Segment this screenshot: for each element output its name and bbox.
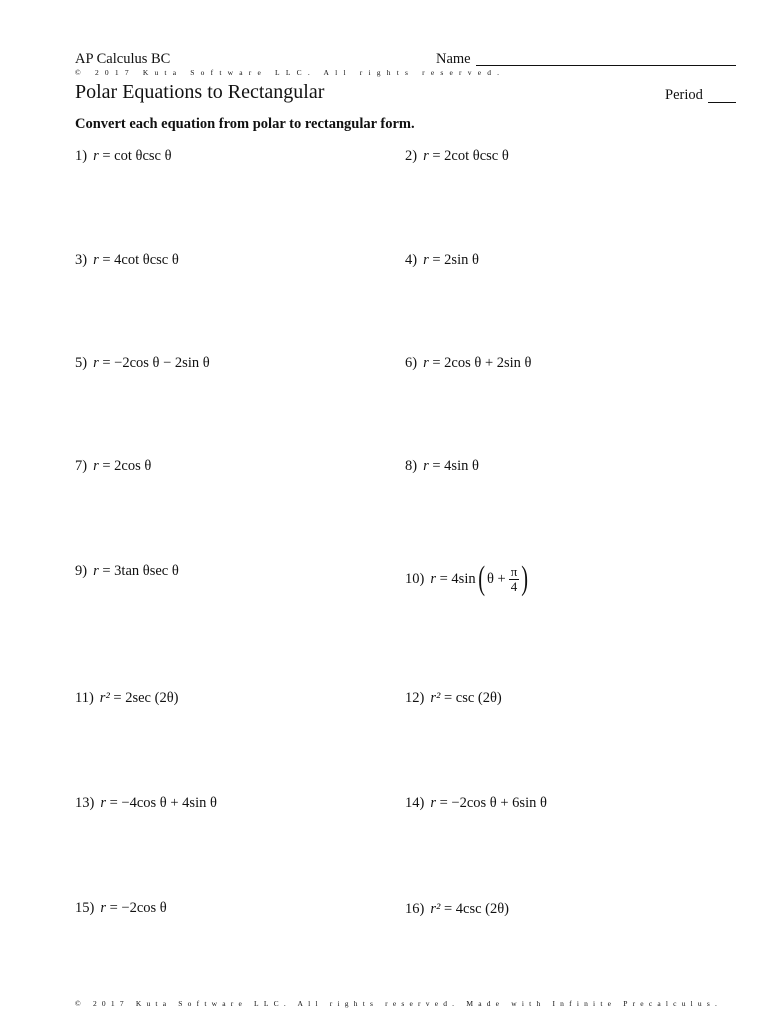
instructions: Convert each equation from polar to rectangular form. xyxy=(75,116,415,132)
problem-number: 13) xyxy=(75,795,95,811)
problem-7 xyxy=(75,458,151,475)
problem-11 xyxy=(75,690,178,707)
problem-rhs: = cot θcsc θ xyxy=(102,148,172,164)
problem-lhs: r xyxy=(93,563,99,579)
course-name: AP Calculus BC xyxy=(75,51,171,67)
problem-rhs: = −2cos θ xyxy=(109,900,167,916)
problem-9 xyxy=(75,563,179,580)
problem-rhs: = −2cos θ − 2sin θ xyxy=(102,355,210,371)
problem-number: 11) xyxy=(75,690,94,706)
problem-16 xyxy=(405,901,509,918)
problem-13 xyxy=(75,795,217,812)
problem-lhs: r² xyxy=(430,690,441,706)
problem-rhs: = −4cos θ + 4sin θ xyxy=(109,795,217,811)
problem-lhs: r xyxy=(100,795,106,811)
problem-lhs: r xyxy=(430,570,436,587)
problem-number: 8) xyxy=(405,458,418,474)
problem-14 xyxy=(405,795,547,812)
problem-number: 15) xyxy=(75,900,95,916)
close-paren: ) xyxy=(521,560,529,597)
fraction xyxy=(509,565,520,594)
problem-number: 7) xyxy=(75,458,88,474)
problem-2 xyxy=(405,148,509,165)
problem-lhs: r² xyxy=(99,690,110,706)
copyright-header: © 2017 Kuta Software LLC. All rights reserved. xyxy=(75,68,506,77)
problem-15 xyxy=(75,900,167,917)
fraction-numerator: π xyxy=(510,563,518,579)
problem-number: 6) xyxy=(405,355,418,371)
problem-rhs: = 4cot θcsc θ xyxy=(102,252,179,268)
copyright-footer: © 2017 Kuta Software LLC. All rights reserved. Made with Infinite Precalculus. xyxy=(75,999,723,1008)
problem-rhs: = 3tan θsec θ xyxy=(102,563,179,579)
worksheet-title: Polar Equations to Rectangular xyxy=(75,81,325,103)
problem-lhs: r xyxy=(93,252,99,268)
problem-number: 1) xyxy=(75,148,88,164)
problem-lhs: r xyxy=(423,458,429,474)
problem-rhs: = 4sin xyxy=(439,570,476,587)
problem-lhs: r xyxy=(423,148,429,164)
problem-number: 2) xyxy=(405,148,418,164)
name-label: Name xyxy=(436,51,471,67)
problem-8 xyxy=(405,458,479,475)
problem-rhs: = 2sin θ xyxy=(432,252,479,268)
problem-rhs: = 2cos θ + 2sin θ xyxy=(432,355,532,371)
problem-number: 9) xyxy=(75,563,88,579)
fraction-denominator: 4 xyxy=(510,578,518,594)
problem-lhs: r xyxy=(430,795,436,811)
problem-lhs: r xyxy=(423,252,429,268)
period-blank-line[interactable] xyxy=(708,102,736,103)
problem-10 xyxy=(405,560,531,597)
problem-3 xyxy=(75,252,179,269)
problem-number: 3) xyxy=(75,252,88,268)
problem-lhs: r xyxy=(93,148,99,164)
problem-lhs: r xyxy=(93,355,99,371)
problem-12 xyxy=(405,690,502,707)
problem-5 xyxy=(75,355,210,372)
problem-1 xyxy=(75,148,172,165)
problem-rhs: = −2cos θ + 6sin θ xyxy=(439,795,547,811)
problem-lhs: r² xyxy=(430,901,441,917)
problem-rhs: = 2cos θ xyxy=(102,458,152,474)
name-blank-line[interactable] xyxy=(476,65,736,66)
problem-lhs: r xyxy=(93,458,99,474)
problem-inner: θ + xyxy=(486,570,506,587)
problem-4 xyxy=(405,252,479,269)
problem-rhs: = 4sin θ xyxy=(432,458,479,474)
period-label: Period xyxy=(665,87,703,103)
problem-lhs: r xyxy=(100,900,106,916)
problem-rhs: = csc (2θ) xyxy=(443,690,502,706)
open-paren: ( xyxy=(477,560,485,597)
problem-rhs: = 4csc (2θ) xyxy=(443,901,510,917)
problem-number: 16) xyxy=(405,901,425,917)
problem-rhs: = 2cot θcsc θ xyxy=(432,148,509,164)
problem-number: 10) xyxy=(405,570,425,587)
problem-number: 12) xyxy=(405,690,425,706)
problem-lhs: r xyxy=(423,355,429,371)
problem-number: 14) xyxy=(405,795,425,811)
problem-6 xyxy=(405,355,532,372)
problem-number: 5) xyxy=(75,355,88,371)
problem-rhs: = 2sec (2θ) xyxy=(113,690,179,706)
problem-number: 4) xyxy=(405,252,418,268)
